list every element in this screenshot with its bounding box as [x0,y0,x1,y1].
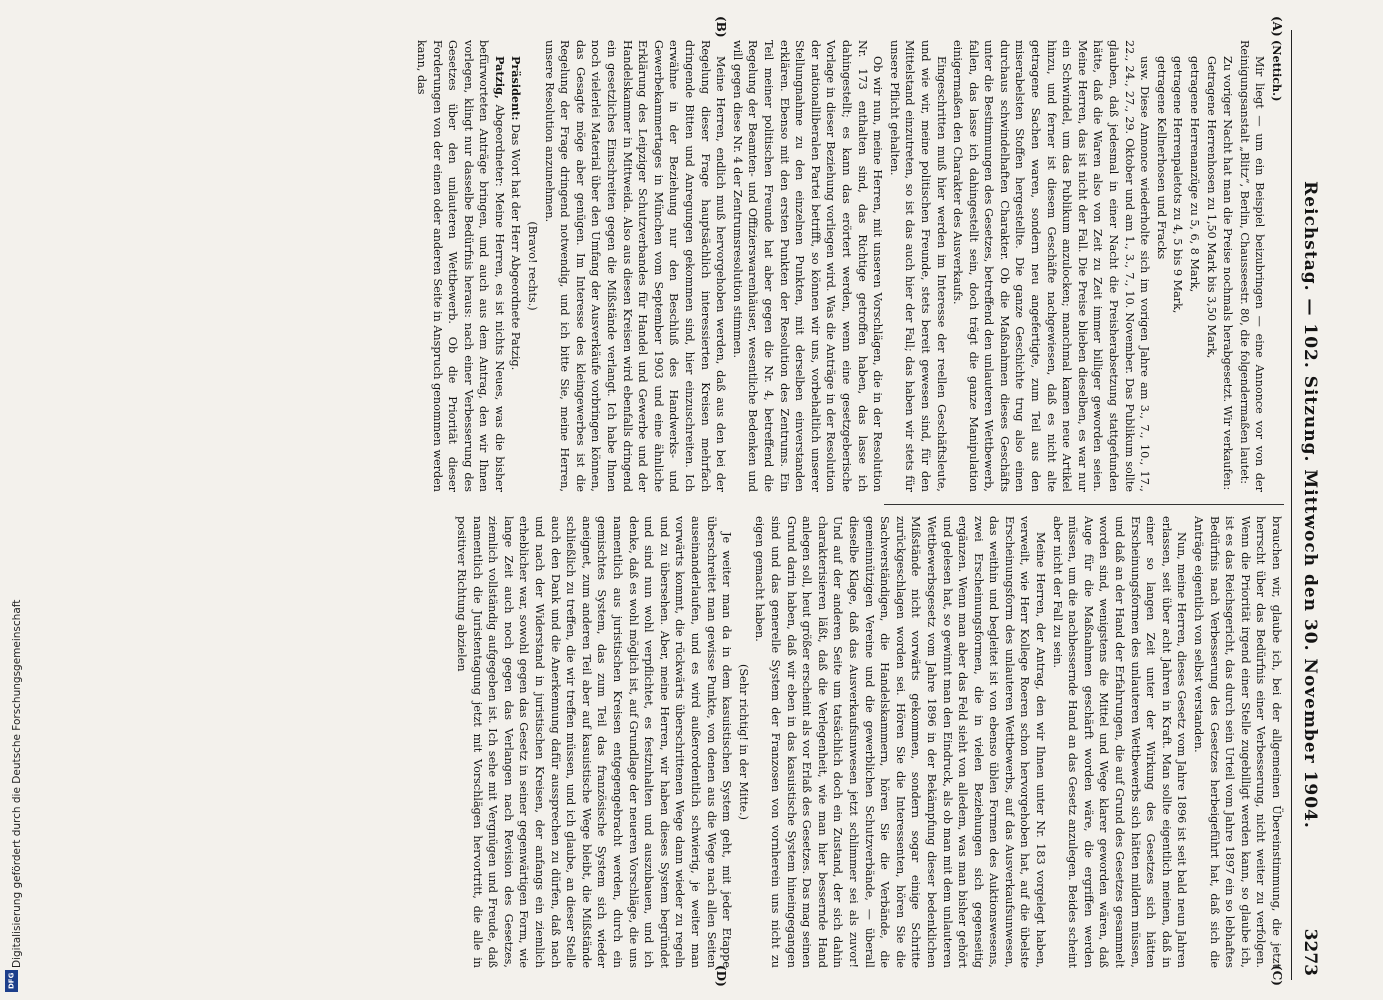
president-text: Das Wort hat der Herr Abgeordnete Patzig. [509,124,523,371]
paragraph: Ob wir nun, meine Herren, mit unseren Vorschlägen, die in der Resolution Nr. 173 enthalten sind, das Richtige getroffen haben, das lasse ich dahingestellt; es kann das erörtert werden, wenn eine gesetzgeberische Vorlage in dieser Beziehung vorliegen wird. Was die Anträge in der Resolution der nationalliberalen Partei betrifft, so können wir uns, vorbehaltlich unserer Stellungnahme zu den einzelnen Punkten, mit derselben einverstanden erklären. Ebenso mit den ersten Punkten der Resolution des Zentrums. Ein Teil meiner politischen Freunde hat aber gegen die Nr. 4, betreffend die Regelung der Beamten- und Offizierswarenhäuser, wesentliche Bedenken und will gegen diese Nr. 4 der Zentrumsresolution stimmen. [730,40,885,492]
paragraph: getragene Kellnerhosen und Fracks [1154,56,1168,260]
newspaper-page [83,16,1328,987]
paragraph: Meine Herren, der Antrag, den wir Ihnen unter Nr. 183 vorgelegt haben, verweilt, wie Herr Kollege Roeren schon hervorgehoben hat, auf die übelste Erscheinungsform des unlauteren Wettbewerbs, auf das Ausverkaufsunwesen, das weithin und begleitet ist von ebenso üblen Formen des Auktionswesens, zwei Erscheinungsformen, die in vielen Beziehungen sich gegenseitig ergänzen. Wenn man aber das Feld sieht von alledem, was man bisher gehört und gelesen hat, so gewinnt man den Eindruck, als ob man mit dem unlauteren Wettbewerbsgesetz vom Jahre 1896 in der Bekämpfung dieser bedenklichen Mißstände nicht vorwärts gekommen, sondern sogar einige Schritte zurückgeschlagen worden sei. Hören Sie die Interessenten, hören Sie die Sachverständigen, die Handelskammern, hören Sie die Verbände, die gemeinnützigen Vereine und die gewerblichen Schutzverbände, — überall dieselbe Klage, daß das Ausverkaufsunwesen jetzt schlimmer sei als zuvor! Und auf der anderen Seite um tatsächlich doch ein Zustand, der sich dahin charakterisieren läßt, daß die Verlegenheit, wie man hier bessernde Hand anlegen soll, heut größer erscheint als vor Erlaß des Gesetzes. Das mag seinen Grund darin haben, daß wir eben in das kasuistische System hineingegangen sind und das generelle System der Franzosen von vornherein uns nicht zu eigen gemacht haben. [753,516,1048,968]
president-label: Präsident: [509,56,524,121]
paragraph: Eingeschritten muß hier werden im Interesse der reellen Geschäftsleute, und wie wir, meine politischen Freunde, stets bereit gewesen sind, für den Mittelstand einzutreten, so ist das auch hier der Fall; das haben wir stets für unsere Pflicht gehalten. [887,40,948,492]
margin-marker-d: (D) [714,965,728,987]
right-column [453,516,1284,968]
paragraph: brauchen wir, glaube ich, bei der allgemeinen Übereinstimmung, die jetzt herrscht über das Bedürfnis einer Verbesserung, nicht weiter zu verfolgen. Wenn die Priorität irgend einer Stelle zugebilligt werden kann, so glaube ich, ist es das Reichsgericht, das durch sein Urteil vom Jahre 1897 ein so lebhaftes Bedürfnis nach Verbesserung des Gesetzes herbeigeführt hat, daß sich die Anträge eigentlich von selbst verstanden. [1192,516,1283,968]
margin-marker-c: (C) [1270,965,1284,986]
paragraph: Je weiter man da in dem kasuistischen System geht, mit jeder Etappe überschreitet man gewisse Punkte, von denen aus die Wege nach allen Seiten auseinanderlaufen, und es wird außerordentlich schwierig, je weiter man vorwärts kommt, die rückwärts überschrittenen Wege dann wieder zu regeln und zu übersehen. Aber, meine Herren, wir haben dieses System begründet und sind nun wohl verpflichtet, es festzuhalten und auszubauen, und ich denke, daß es wohl möglich ist, auf Grundlage der neueren Vorschläge, die uns namentlich aus juristischen Kreisen entgegengebracht werden, durch ein gemischtes System, das zum Teil das französische System sich wieder aneignet, zum anderen Teil aber auf kasuistische Wege bleibt, die Mißstände schließlich zu treffen, die wir treffen müssen, und ich glaube, an dieser Stelle auch den Dank und die Anerkennung dafür aussprechen zu dürfen, daß nach und nach der Widerstand in juristischen Kreisen, der anfangs ein ziemlich erheblicher war, sowohl gegen das Gesetz in seiner gegenwärtigen Form, wie lange Zeit auch noch gegen das Verlangen nach Revision des Gesetzes, ziemlich vollständig aufgegeben ist. Ich sehe mit Vergnügen und Freude, daß namentlich die Juristentagung jetzt mit Vorschlägen hervortritt, die alle in positiver Richtung abzielen [455,516,734,968]
patzig-text: Abgeordneter: Meine Herren, es ist nichts Neues, was die bisher befürworteten Anträge bringen, und auch aus dem Antrag, den wir Ihnen vorlegen, klingt nur dasselbe Bedürfnis heraus: nach einer Verbesserung des Gesetzes über den unlauteren Wettbewerb. Ob die Priorität dieser Forderungen von der einen oder anderen Seite in Anspruch genommen werden kann, das [414,40,506,492]
paragraph: getragene Herrenanzüge zu 5, 6, 8 Mark, [1188,56,1202,293]
side-note [2,0,23,1000]
speaker-tag: (Nettich.) [1270,40,1284,102]
left-column [412,40,1284,492]
page-header [1291,30,1322,980]
digitization-note: Digitalisierung gefördert durch die Deutsche Forschungsgemeinschaft [11,599,23,968]
page-number: 3273 [1300,928,1320,976]
paragraph: Mir liegt — um ein Beispiel beizubringen — eine Annonce vor von der Reinigungsanstalt „Blitz“, Berlin, Chausseestr. 80, die folgendermaßen lautet: [1237,40,1267,492]
dfg-logo: DFG [5,970,18,992]
margin-marker-b: (B) [714,16,728,38]
paragraph: Getragene Herrenhosen zu 1,50 Mark bis 3,50 Mark, [1204,56,1218,359]
president-remark [508,40,524,492]
paragraph: getragene Herrenpaletots zu 4, 5 bis 9 Mark, [1171,56,1185,314]
interjection: (Sehr richtig! in der Mitte.) [736,663,750,821]
applause: (Bravo! rechts.) [526,221,540,311]
margin-marker-a: (A) [1270,16,1284,37]
patzig-speech [413,40,507,492]
paragraph: Zu voriger Nacht hat man die Preise nochmals herabgesetzt. Wir verkaufen: [1221,56,1235,491]
paragraph: Nun, meine Herren, dieses Gesetz vom Jahre 1896 ist seit bald neun Jahren erlassen, seit über acht Jahren in Kraft. Man sollte eigentlich meinen, daß in einer so langen Zeit unter der Wirkung des Gesetzes sich hätten Erscheinungsformen des unlauteren Wettbewerbs sich hätten mildern müssen, und daß an der Hand der Erfahrungen, die auf Grund des Gesetzes gesammelt worden sind, wenigstens die Mittel und Wege klarer geworden wären, daß Auge für die Maßnahmen geschärft worden wäre, die ergriffen werden müssen, um die nachbessernde Hand an das Gesetz anzulegen. Beides scheint aber nicht der Fall zu sein. [1050,516,1189,968]
column-divider [884,504,1284,505]
page-title: Reichstag. — 102. Sitzung. Mittwoch den 30. November 1904. [1300,181,1320,829]
paragraph: Meine Herren, endlich muß hervorgehoben werden, daß aus den bei der Regelung dieser Frage hauptsächlich interessierten Kreisen mehrfach dringende Bitten und Anregungen gekommen sind, hier einzuschreiten. Ich erwähne in der Beziehung nur den Beschluß des Handwerks- und Gewerbekammertages in München vom September 1903 und eine ähnliche Erklärung des Leipziger Schutzverbandes für Handel und Gewerbe und der Handelskammer in Mittweida. Also aus diesen Kreisen wird ebenfalls dringend ein gesetzliches Einschreiten gegen die Mißstände verlangt. Ich habe Ihnen noch vielerlei Material über den Umfang der Ausverkäufe vorbringen können, das Gesagte möge aber genügen. Im Interesse des kleingewerbes ist die Regelung der Frage dringend notwendig, und ich bitte Sie, meine Herren, unsere Resolution anzunehmen. [542,40,728,492]
paragraph: usw. Diese Annonce wiederholte sich im vorigen Jahre am 3., 7., 10., 17., 22., 24., 27., 29. Oktober und am 1., 3., 7., 10. November. Das Publikum sollte glauben, daß jedesmal in einer Nacht die Preisherabsetzung stattgefunden hätte, daß die Waren also von Zeit zu Zeit immer billiger geworden seien. Meine Herren, das ist nicht der Fall. Die Preise blieben dieselben, es war nur ein Schwindel, um das Publikum anzulocken; manchmal kamen neue Artikel hinzu, und ferner ist diesem Geschäfte nachgewiesen, daß es nicht alte getragene Sachen waren, sondern neu angefertigte, zum Teil aus den miserabelsten Stoffen hergestellte. Die ganze Geschichte trug also einen durchaus schwindelhaften Charakter. Ob die Maßnahmen dieses Geschäfts unter die Bestimmungen des Gesetzes, betreffend den unlauteren Wettbewerb, fallen, das lasse ich dahingestellt sein, doch trägt die ganze Manipulation einigermaßen den Charakter des Ausverkaufs. [951,40,1152,492]
patzig-label: Patzig, [492,56,507,99]
